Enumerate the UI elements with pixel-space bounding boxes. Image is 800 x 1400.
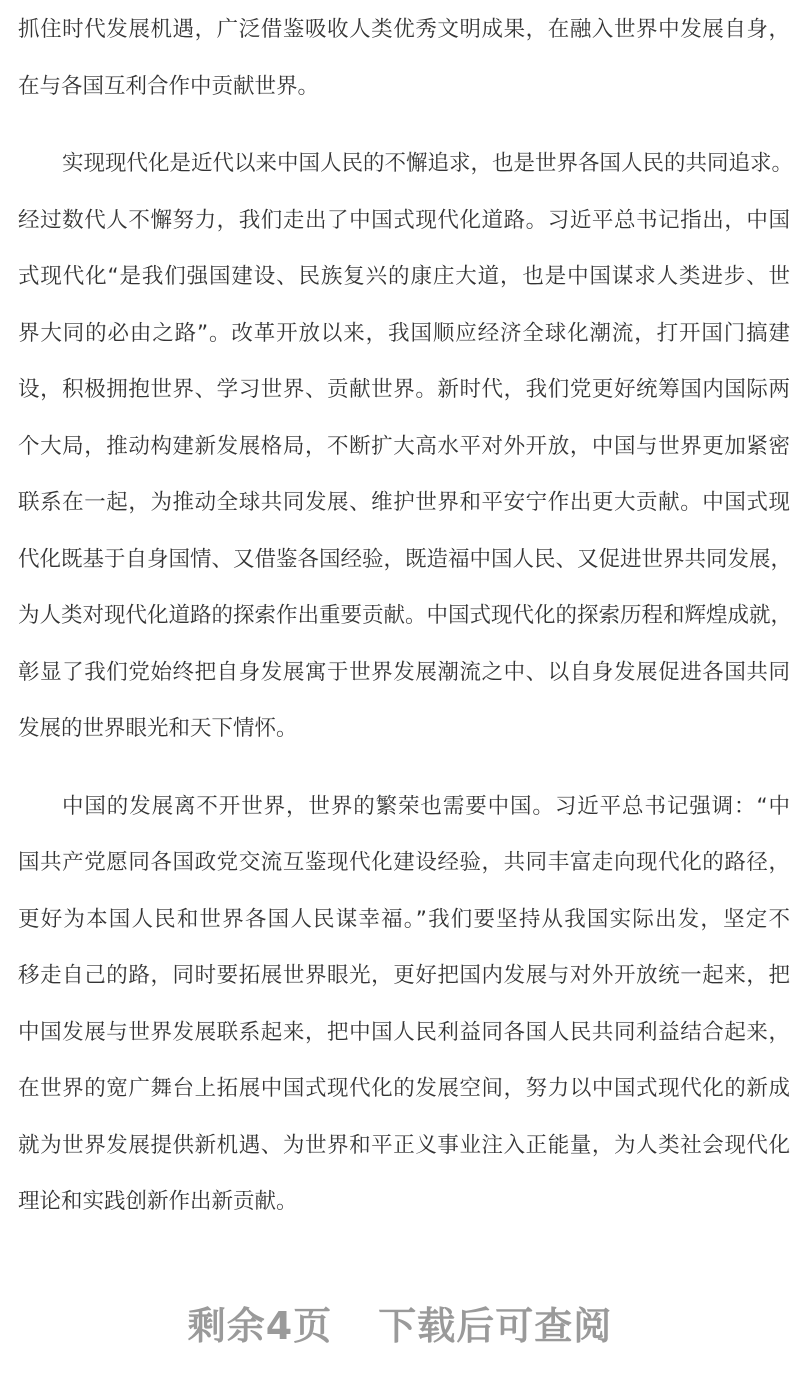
download-to-view-label[interactable]: 下载后可查阅 xyxy=(378,1304,613,1348)
text-line: 中国的发展离不开世界，世界的繁荣也需要中国。习近平总书记强调：“中 xyxy=(62,793,790,819)
paragraph xyxy=(18,136,794,758)
text-line: 式现代化“是我们强国建设、民族复兴的康庄大道，也是中国谋求人类进步、世 xyxy=(18,264,790,289)
text-line: 国共产党愿同各国政党交流互鉴现代化建设经验，共同丰富走向现代化的路径， xyxy=(18,850,790,875)
text-line: 就为世界发展提供新机遇、为世界和平正义事业注入正能量，为人类社会现代化 xyxy=(18,1132,790,1158)
text-line: 移走自己的路，同时要拓展世界眼光，更好把国内发展与对外开放统一起来，把 xyxy=(18,963,790,988)
text-line: 经过数代人不懈努力，我们走出了中国式现代化道路。习近平总书记指出，中国 xyxy=(18,207,790,233)
text-line: 在世界的宽广舞台上拓展中国式现代化的发展空间，努力以中国式现代化的新成 xyxy=(18,1076,790,1101)
text-line: 联系在一起，为推动全球共同发展、维护世界和平安宁作出更大贡献。中国式现 xyxy=(18,490,790,515)
text-line: 彰显了我们党始终把自身发展寓于世界发展潮流之中、以自身发展促进各国共同 xyxy=(18,659,790,685)
text-line: 在与各国互利合作中贡献世界。 xyxy=(18,73,320,99)
remaining-pages-label: 剩余4页 xyxy=(187,1304,333,1348)
document-body xyxy=(18,2,794,1252)
text-line: 更好为本国人民和世界各国人民谋幸福。”我们要坚持从我国实际出发，坚定不 xyxy=(18,906,790,932)
text-line: 代化既基于自身国情、又借鉴各国经验，既造福中国人民、又促进世界共同发展， xyxy=(18,546,793,572)
text-line: 界大同的必由之路”。改革开放以来，我国顺应经济全球化潮流，打开国门搞建 xyxy=(18,320,790,346)
text-line: 发展的世界眼光和天下情怀。 xyxy=(18,716,298,741)
paragraph xyxy=(18,2,790,115)
text-line: 中国发展与世界发展联系起来，把中国人民利益同各国人民共同利益结合起来， xyxy=(18,1019,790,1045)
text-line: 设，积极拥抱世界、学习世界、贡献世界。新时代，我们党更好统筹国内国际两 xyxy=(18,377,790,402)
download-prompt[interactable] xyxy=(0,1295,800,1350)
paragraph xyxy=(18,779,790,1231)
text-line: 实现现代化是近代以来中国人民的不懈追求，也是世界各国人民的共同追求。 xyxy=(62,151,794,176)
text-line: 抓住时代发展机遇，广泛借鉴吸收人类优秀文明成果，在融入世界中发展自身， xyxy=(18,17,790,42)
text-line: 为人类对现代化道路的探索作出重要贡献。中国式现代化的探索历程和辉煌成就， xyxy=(18,603,793,628)
text-line: 个大局，推动构建新发展格局，不断扩大高水平对外开放，中国与世界更加紧密 xyxy=(18,433,790,459)
text-line: 理论和实践创新作出新贡献。 xyxy=(18,1189,298,1214)
